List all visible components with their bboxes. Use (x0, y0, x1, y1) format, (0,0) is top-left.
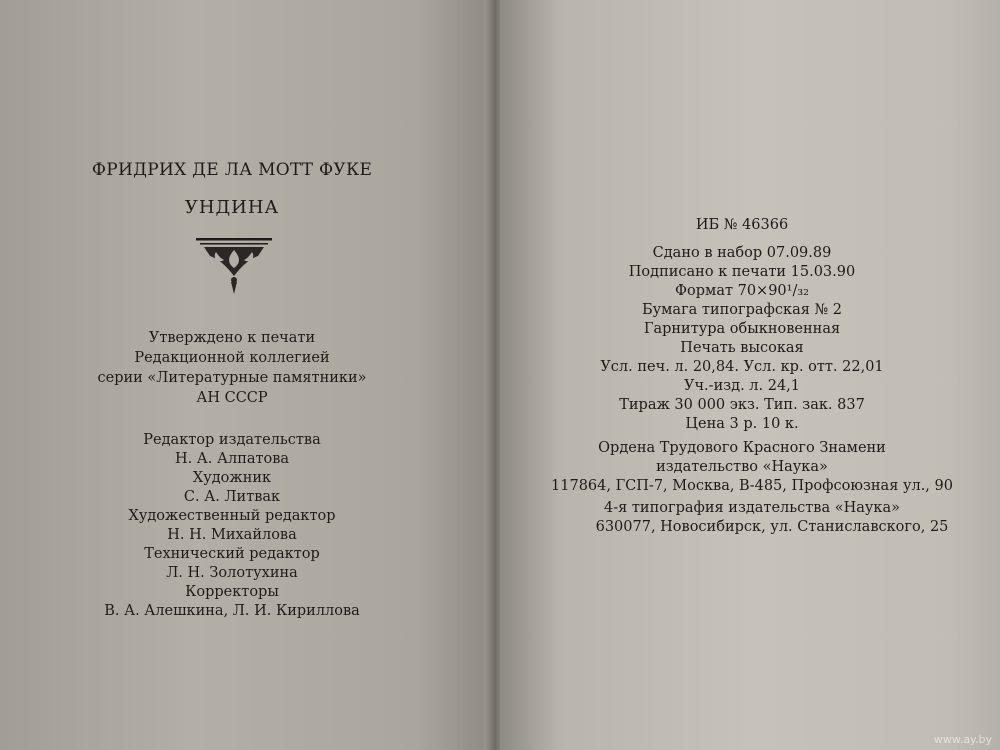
publisher-line: издательство «Наука» (656, 459, 828, 475)
imprint-line: Уч.-изд. л. 24,1 (683, 378, 801, 394)
watermark: www.ay.by (933, 733, 992, 746)
publisher-address: 117864, ГСП-7, Москва, В-485, Профсоюзная ул., 90 (551, 478, 953, 494)
credit-person: В. А. Алешкина, Л. И. Кириллова (104, 603, 360, 619)
ornament-icon (196, 236, 272, 294)
imprint-line: Усл. печ. л. 20,84. Усл. кр. отт. 22,01 (600, 359, 884, 375)
printer-address: 630077, Новосибирск, ул. Станиславского, 25 (595, 519, 949, 535)
imprint-line: Тираж 30 000 экз. Тип. зак. 837 (619, 397, 865, 413)
credit-role: Технический редактор (144, 546, 320, 562)
imprint-line: Гарнитура обыкновенная (643, 321, 841, 337)
left-page (0, 0, 490, 750)
credit-person: С. А. Литвак (183, 489, 281, 505)
approval-line: серии «Литературные памятники» (97, 370, 367, 386)
credit-role: Корректоры (185, 584, 279, 600)
imprint-line: Бумага типографская № 2 (641, 302, 843, 318)
imprint-line: Сдано в набор 07.09.89 (652, 245, 832, 261)
imprint-line: Формат 70×90¹/₃₂ (675, 283, 809, 299)
ib-number: ИБ № 46366 (695, 217, 789, 233)
imprint-line: Подписано к печати 15.03.90 (628, 264, 856, 280)
credit-person: Н. А. Алпатова (174, 451, 290, 467)
approval-line: Редакционной коллегией (134, 350, 330, 366)
credit-role: Художник (192, 470, 272, 486)
credit-role: Художественный редактор (128, 508, 336, 524)
imprint-line: Цена 3 р. 10 к. (685, 416, 799, 432)
credit-person: Л. Н. Золотухина (166, 565, 298, 581)
imprint-line: Печать высокая (680, 340, 804, 356)
credit-person: Н. Н. Михайлова (167, 527, 297, 543)
credit-role: Редактор издательства (143, 432, 321, 448)
publisher-line: Ордена Трудового Красного Знамени (598, 440, 886, 456)
book-title: УНДИНА (184, 197, 280, 218)
approval-line: АН СССР (196, 390, 268, 406)
printer-line: 4-я типография издательства «Наука» (604, 500, 900, 516)
author-name: ФРИДРИХ ДЕ ЛА МОТТ ФУКЕ (91, 160, 373, 180)
approval-line: Утверждено к печати (148, 330, 316, 346)
right-page (500, 0, 1000, 750)
